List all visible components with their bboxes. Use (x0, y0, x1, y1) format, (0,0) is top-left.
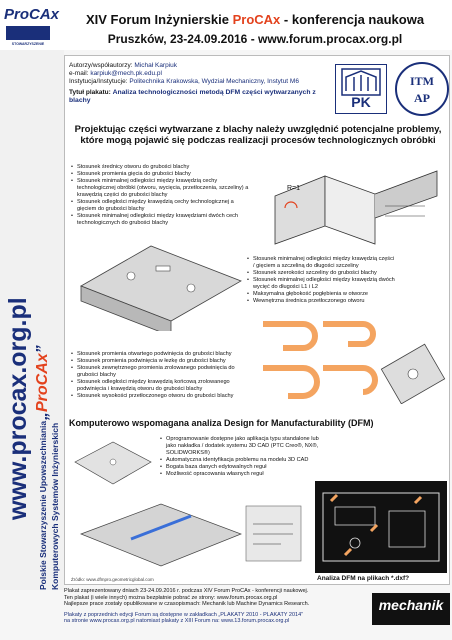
list-item: • Stosunek średnicy otworu do grubości blachy (71, 164, 249, 171)
procax-logo-band (6, 26, 50, 40)
sidebar-org-line1: Polskie Stowarzyszenie Upowszechniania (38, 420, 48, 590)
sidebar-url (4, 297, 33, 520)
list-item: • Automatyczna identyfikacja problemu na modelu 3D CAD (160, 457, 330, 464)
institution-label: Instytucja/Instytucje: (69, 78, 130, 85)
poster-title-value: Analiza technologiczności metodą DFM części wytwarzanych z blachy (69, 89, 316, 104)
list-item: • Stosunek promienia podwinięcia w łezkę do grubości blachy (71, 358, 251, 365)
procax-logo-text: ProCAx (4, 6, 60, 23)
author-value: Michał Karpiuk (134, 62, 178, 69)
section2-title: Komputerowo wspomagana analiza Design for Manufacturability (DFM) (69, 418, 374, 428)
author-line (69, 62, 331, 70)
pk-logo-text: PK (351, 94, 371, 110)
poster-title-label: Tytuł plakatu: (69, 89, 113, 96)
itm-logo-bottom: AP (414, 91, 430, 105)
email-line (69, 70, 331, 78)
conference-subtitle: Pruszków, 23-24.09.2016 - www.forum.procax.org.pl (107, 32, 403, 46)
footer-line-3: Najlepsze prace zostały opublikowane w czasopismach: Mechanik lub Machine Dynamics Research. (64, 601, 310, 608)
email-label: e-mail: (69, 70, 91, 77)
list-item: • Stosunek minimalnej odległości między krawędzią części / gięciem a szczeliną do długości szczeliny (247, 256, 397, 270)
bullet-list-1 (71, 164, 249, 227)
section1-title-text: Projektując części wytwarzane z blachy należy uwzględnić potencjalne problemy, które mogą pojawić się podczas realizacji procesów technologicznych obróbki (74, 124, 442, 146)
sidebar-org-line2: Komputerowych Systemów Inżynierskich (50, 422, 60, 590)
author-label: Autorzy/współautorzy: (69, 62, 135, 69)
procax-logo-sub: STOWARZYSZENIE (11, 42, 45, 46)
author-info (69, 62, 331, 110)
list-item: • Stosunek promienia otwartego podwinięcia do grubości blachy (71, 351, 251, 358)
footer-line-1: Plakat zaprezentowany dniach 23-24.09.2016 r. podczas XIV Forum ProCAx - konferencji naukowej. (64, 588, 309, 594)
dfm-plate-caption: Analiza DFM na plikach *.dxf? (317, 575, 410, 582)
list-item: • Stosunek zewnętrznego promienia zrolowanego podwinięcia do grubości blachy (71, 365, 251, 379)
list-item: • Stosunek minimalnej odległości między krawędzią cechy technologicznej obróbki (otworu, wycięcia, przetłoczenia, szczeliny) a krawędzią części do grubości blachy (71, 178, 249, 199)
title-prefix: XIV Forum Inżynierskie (85, 12, 233, 27)
bend-radius-label: R=1 (287, 185, 301, 192)
list-item: • Stosunek minimalnej odległości między krawędziami dwóch cech technologicznych do grubości blachy (71, 213, 249, 227)
itm-ap-logo (395, 62, 449, 116)
poster-header (0, 0, 452, 50)
sidebar-brand (34, 345, 52, 420)
brand-close-quote: ” (34, 345, 51, 354)
dfm-dxf-plate-image (315, 481, 447, 573)
conference-title (62, 12, 448, 27)
bullet-list-2 (247, 256, 397, 305)
footer-line-5: na stronie www.procax.org.pl natomiast plakaty z XIII Forum na: www.13.forum.procax.org.pl (64, 618, 290, 625)
title-suffix: - konferencja naukowa (280, 12, 425, 27)
list-item: • Stosunek szerokości szczeliny do grubości blachy (247, 270, 397, 277)
list-item: • Stosunek wysokości przetłoczonego otworu do grubości blachy (71, 393, 251, 400)
list-item: • Stosunek promienia gięcia do grubości blachy (71, 171, 249, 178)
list-item: • Bogata baza danych edytowalnych reguł (160, 464, 330, 471)
dfm-software-screenshot (71, 494, 307, 574)
section1-title (69, 124, 447, 146)
bracket-3d-image (71, 226, 247, 331)
poster-title-line (69, 89, 331, 105)
footer-line-4: Plakaty z poprzednich edycji Forum są dostępne w zakładkach „PLAKATY 2010 - PLAKATY 2014” (64, 611, 303, 618)
bend-radius-drawing (265, 156, 447, 248)
pk-university-logo (335, 64, 387, 114)
poster-main (64, 55, 450, 585)
email-value: karpiuk@mech.pk.edu.pl (90, 70, 162, 77)
list-item: • Maksymalna głębokość pogłębienia w otworze (247, 291, 397, 298)
institution-value: Politechnika Krakowska, Wydział Mechaniczny, Instytut M6 (129, 78, 299, 85)
list-item: • Stosunek odległości między krawędzią końcową zrolowanego podwinięcia i krawędzią otworu do grubości blachy (71, 379, 251, 393)
itm-logo-top: ITM (410, 74, 434, 88)
bullet-list-4 (160, 436, 330, 478)
brand-open-quote: „ (34, 412, 51, 420)
mechanik-logo (372, 593, 450, 625)
list-item: • Możliwość opracowania własnych reguł (160, 471, 330, 478)
image-source-caption: Źródło: www.dfmpro.geometricglobal.com (71, 577, 154, 582)
list-item: • Stosunek minimalnej odległości między krawędzią dwóch wycięć do długości L1 i L2 (247, 277, 397, 291)
list-item: • Stosunek odległości między krawędzią cechy technologicznej a gięciem do grubości blachy (71, 199, 249, 213)
sidebar-brand-text: ProCAx (34, 353, 51, 412)
poster-footer (64, 588, 364, 640)
list-item: • Oprogramowanie dostępne jako aplikacja typu standalone lub jako nakładka / dodatek systemu 3D CAD (PTC Creo®, NX®, SOLIDWORKS®) (160, 436, 330, 457)
list-item: • Wewnętrzna średnica przetłoczonego otworu (247, 298, 397, 305)
procax-logo (4, 4, 60, 50)
sidebar-url-text: www.procax.org.pl (4, 297, 32, 520)
hem-profiles-image (253, 314, 447, 404)
footer-line-2: Ten plakat (i wiele innych) można bezpłatnie pobrać ze strony: www.forum.procax.org.pl (64, 594, 278, 601)
title-brand: ProCAx (232, 12, 281, 27)
bullet-list-3 (71, 351, 251, 400)
institution-line (69, 78, 331, 86)
small-bracket-image (69, 432, 157, 492)
mechanik-logo-text: mechanik (378, 597, 444, 613)
